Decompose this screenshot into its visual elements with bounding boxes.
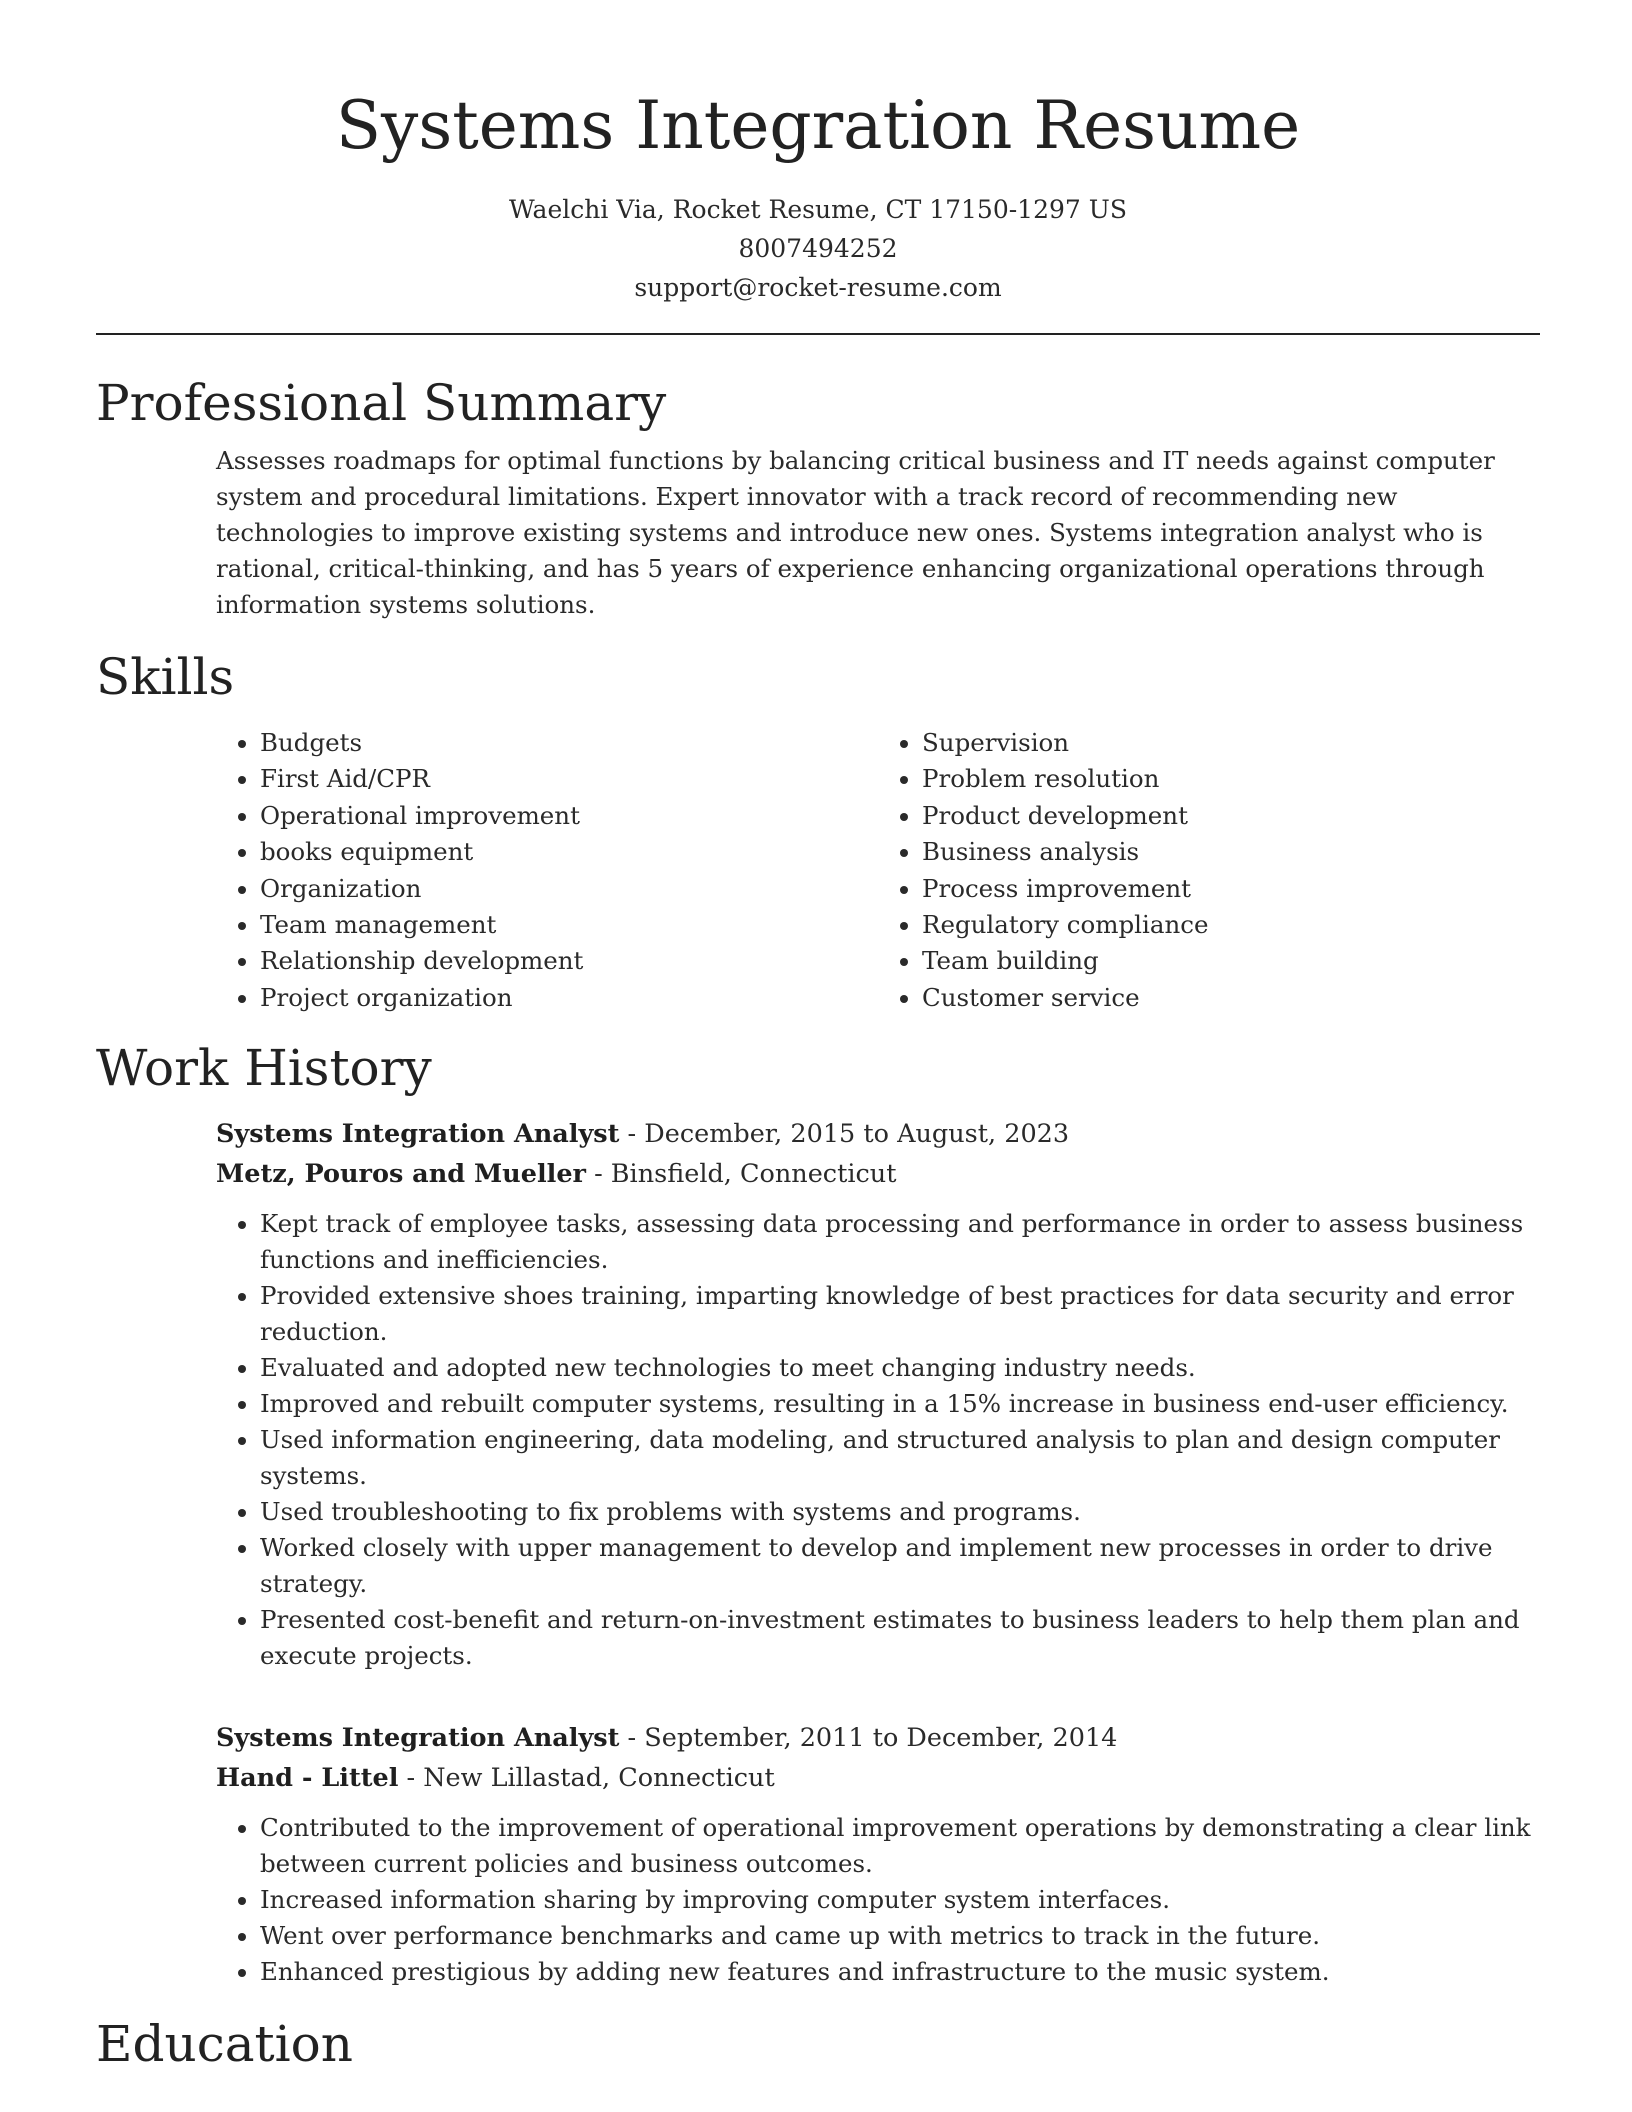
job-company: Hand - Littel [216,1763,399,1794]
job-bullets [216,1206,1540,1674]
resume-page [96,0,1540,2076]
contact-email: support@rocket-resume.com [634,273,1002,302]
job-company-line [216,1154,1540,1194]
education-heading: Education [96,2015,353,2074]
contact-address: Waelchi Via, Rocket Resume, CT 17150-1297 US [509,195,1127,224]
job-dates: - September, 2011 to December, 2014 [619,1723,1118,1754]
skill-item: • Organization [260,871,878,907]
skill-item: • Customer service [922,980,1540,1016]
job-bullet: • Improved and rebuilt computer systems, resulting in a 15% increase in business end-user efficiency. [260,1386,1540,1422]
job-bullet: • Used troubleshooting to fix problems with systems and programs. [260,1494,1540,1530]
job-list [216,1114,1540,1990]
resume-header [96,0,1540,307]
skill-item: • Team building [922,943,1540,979]
skill-item: • books equipment [260,834,878,870]
job-role: Systems Integration Analyst [216,1723,620,1754]
job-location: - New Lillastad, Connecticut [398,1763,775,1794]
job-entry [216,1718,1540,1990]
skill-item: • Problem resolution [922,761,1540,797]
job-company: Metz, Pouros and Mueller [216,1159,586,1190]
skills-list-right [878,725,1540,1016]
job-bullet: • Provided extensive shoes training, imparting knowledge of best practices for data security and error reduction. [260,1278,1540,1350]
job-company-line [216,1758,1540,1798]
skill-item: • Product development [922,798,1540,834]
skill-item: • Process improvement [922,871,1540,907]
job-role: Systems Integration Analyst [216,1119,620,1150]
job-title-line [216,1718,1540,1758]
skill-item: • Business analysis [922,834,1540,870]
skills-heading: Skills [96,648,235,706]
work-history-heading: Work History [96,1039,432,1098]
summary-section [96,371,1540,623]
job-bullet: • Increased information sharing by improving computer system interfaces. [260,1882,1540,1918]
education-section [96,2012,1540,2076]
job-bullet: • Went over performance benchmarks and came up with metrics to track in the future. [260,1918,1540,1954]
summary-heading: Professional Summary [96,374,667,432]
contact-block [96,190,1540,307]
job-dates: - December, 2015 to August, 2023 [619,1119,1070,1150]
job-bullets [216,1810,1540,1990]
job-title-line [216,1114,1540,1154]
skills-columns [216,725,1540,1016]
job-location: - Binsfield, Connecticut [585,1159,897,1190]
contact-phone: 8007494252 [738,234,898,263]
summary-text: Assesses roadmaps for optimal functions by balancing critical business and IT needs against computer system and procedural limitations. Expert innovator with a track record of recommending new technologies to improve existing systems and introduce new ones. Systems integration analyst who is rational, critical-thinking, and has 5 years of experience enhancing organizational operations through information systems solutions. [216,446,1495,619]
skill-item: • Project organization [260,980,878,1016]
skills-list-left [216,725,878,1016]
job-bullet: • Presented cost-benefit and return-on-investment estimates to business leaders to help them plan and execute projects. [260,1602,1540,1674]
work-history-section [96,1036,1540,1990]
header-divider [96,333,1540,335]
job-bullet: • Kept track of employee tasks, assessing data processing and performance in order to assess business functions and inefficiencies. [260,1206,1540,1278]
skills-section [96,645,1540,1016]
skill-item: • Supervision [922,725,1540,761]
resume-title: Systems Integration Resume [335,87,1301,164]
job-entry [216,1114,1540,1674]
job-bullet: • Worked closely with upper management to develop and implement new processes in order to drive strategy. [260,1530,1540,1602]
job-bullet: • Used information engineering, data modeling, and structured analysis to plan and design computer systems. [260,1422,1540,1494]
skill-item: • Team management [260,907,878,943]
job-bullet: • Contributed to the improvement of operational improvement operations by demonstrating a clear link between current policies and business outcomes. [260,1810,1540,1882]
job-bullet: • Enhanced prestigious by adding new features and infrastructure to the music system. [260,1954,1540,1990]
job-bullet: • Evaluated and adopted new technologies to meet changing industry needs. [260,1350,1540,1386]
skill-item: • Regulatory compliance [922,907,1540,943]
skill-item: • First Aid/CPR [260,761,878,797]
skill-item: • Operational improvement [260,798,878,834]
skill-item: • Budgets [260,725,878,761]
skill-item: • Relationship development [260,943,878,979]
